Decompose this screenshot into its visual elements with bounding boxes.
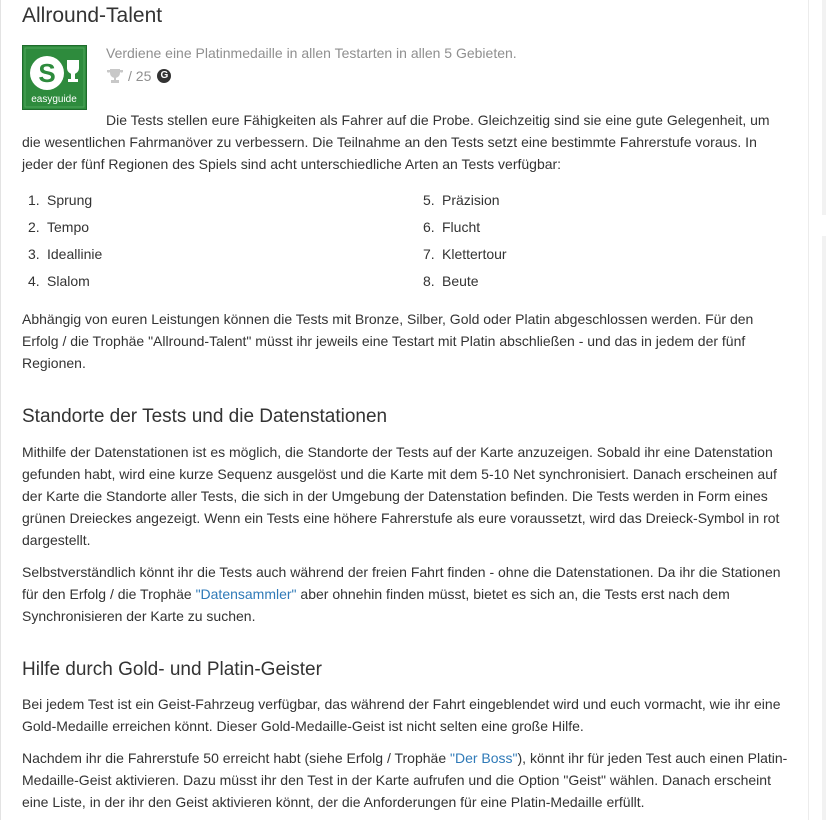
list-item: 1. Sprung (28, 192, 93, 208)
list-item: 5. Präzision (423, 192, 500, 208)
list-item: 7. Klettertour (423, 246, 507, 262)
section1-paragraph-2: Selbstverständlich könnt ihr die Tests auch während der freien Fahrt finden - ohne die Datenstationen. Da ihr die Stationen für den Erfolg / die Trophäe "Datensammler" aber ohnehin finden müsst, bietet es sich an, die Tests erst nach dem Synchronisieren der Karte zu suchen. (22, 564, 781, 624)
easyguide-logo-icon (23, 46, 86, 109)
link-datensammler[interactable]: "Datensammler" (195, 586, 297, 602)
logo-letter: S (38, 58, 56, 88)
list-item: 8. Beute (423, 273, 479, 289)
achievement-logo (22, 45, 87, 110)
intro-paragraph: Die Tests stellen eure Fähigkeiten als Fahrer auf die Probe. Gleichzeitig sind sie eine gute Gelegenheit, um die wesentlichen Fahrmanöver zu verbessern. Die Teilnahme an den Tests setzt eine bestimmte Fahrerstufe voraus. In jeder der fünf Regionen des Spiels sind acht unterschiedliche Arten an Tests verfügbar: (22, 112, 770, 172)
section1-paragraph-1: Mithilfe der Datenstationen ist es möglich, die Standorte der Tests auf der Karte anzuzeigen. Sobald ihr eine Datenstation gefunden habt, wird eine kurze Sequenz ausgelöst und die Karte mit dem 5-10 Net synchronisiert. Danach erscheinen auf der Karte die Standorte aller Tests, die sich in der Umgebung der Datenstation befinden. Die Tests werden in Form eines grünen Dreieckes angezeigt. Wenn ein Tests eine höhere Fahrerstufe als eure voraussetzt, wird das Dreieck-Symbol in rot dargestellt. (22, 444, 780, 548)
logo-text: easyguide (31, 94, 77, 105)
trophy-icon (106, 68, 124, 84)
achievement-description: Verdiene eine Platinmedaille in allen Testarten in allen 5 Gebieten. (106, 45, 517, 61)
gamerscore-icon: G (157, 69, 171, 83)
list-item: 6. Flucht (423, 219, 481, 235)
achievement-score (106, 68, 517, 84)
section-heading-standorte: Standorte der Tests und die Datenstationen (22, 406, 388, 427)
link-der-boss[interactable]: "Der Boss" (450, 750, 518, 766)
list-item: 2. Tempo (28, 219, 90, 235)
content-border-right (808, 0, 809, 820)
sidebar-edge (822, 236, 826, 820)
section-heading-geister: Hilfe durch Gold- und Platin-Geister (22, 659, 322, 680)
content-border-left (0, 0, 1, 820)
sidebar-edge (822, 0, 826, 215)
outcome-paragraph: Abhängig von euren Leistungen können die Tests mit Bronze, Silber, Gold oder Platin abgeschlossen werden. Für den Erfolg / die Trophäe "Allround-Talent" müsst ihr jeweils eine Testart mit Platin abschließen - und das in jedem der fünf Regionen. (22, 311, 754, 371)
list-item: 4. Slalom (28, 273, 90, 289)
achievement-points: / 25 (128, 68, 152, 84)
page-title: Allround-Talent (22, 4, 163, 27)
list-item: 3. Ideallinie (28, 246, 103, 262)
section2-paragraph-1: Bei jedem Test ist ein Geist-Fahrzeug verfügbar, das während der Fahrt eingeblendet wird und euch vormacht, wie ihr eine Gold-Medaille erreichen könnt. Dieser Gold-Medaille-Geist ist nicht selten eine große Hilfe. (22, 696, 781, 734)
section2-paragraph-2: Nachdem ihr die Fahrerstufe 50 erreicht habt (siehe Erfolg / Trophäe "Der Boss"), könnt ihr für jeden Test auch einen Platin-Medaille-Geist aktivieren. Dazu müsst ihr den Test in der Karte aufrufen und die Option "Geist" wählen. Danach erscheint eine Liste, in der ihr den Geist aktivieren könnt, der die Anforderungen für eine Platin-Medaille erfüllt. (22, 750, 788, 810)
achievement-meta (106, 44, 517, 84)
